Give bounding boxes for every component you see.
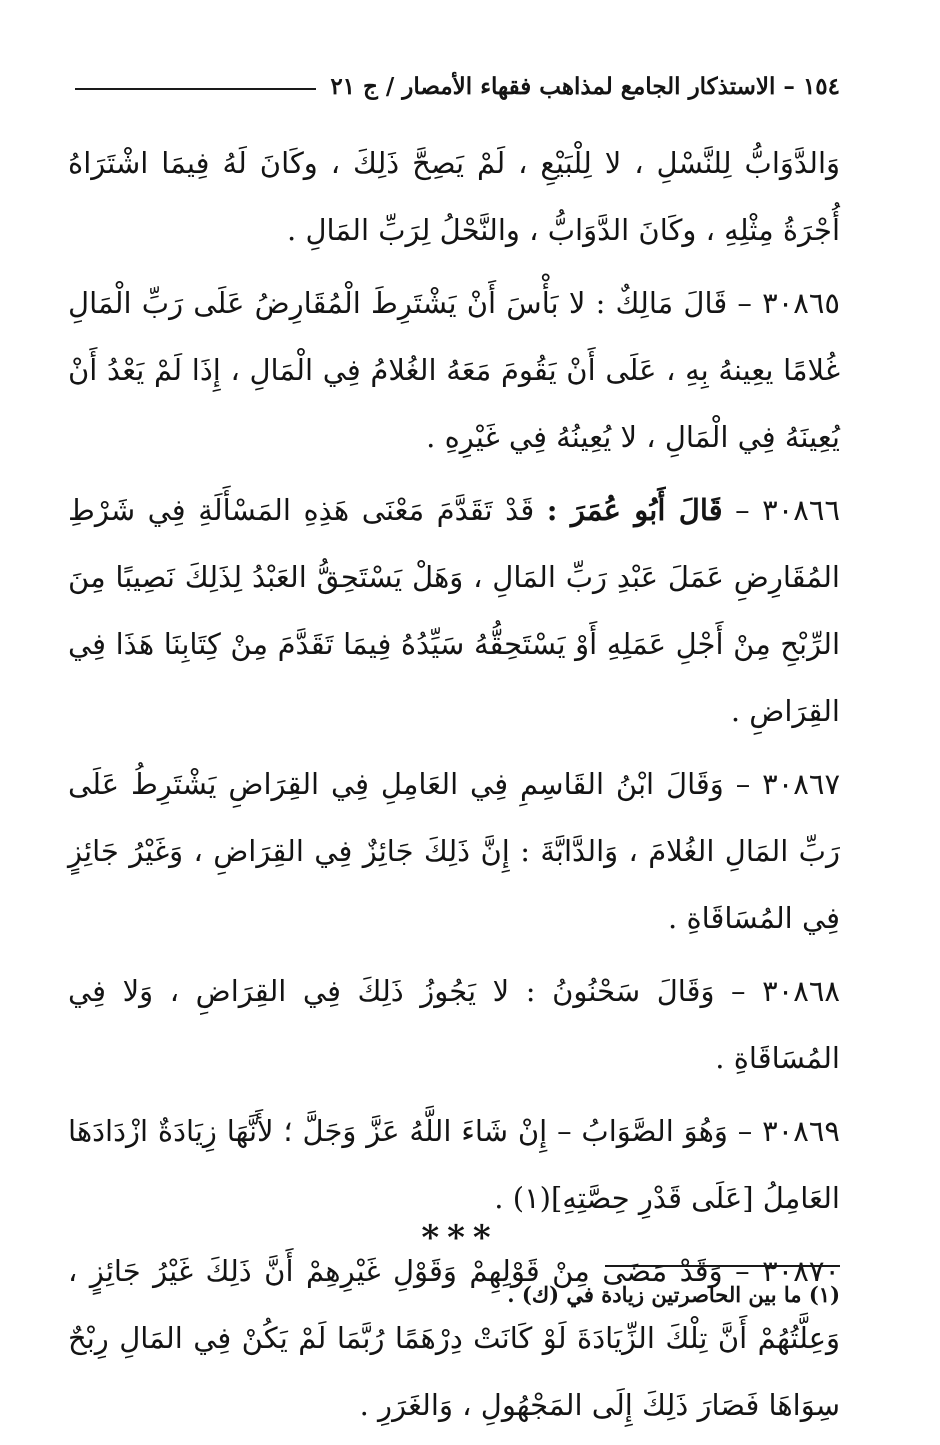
header-rule [75,88,316,90]
paragraph-30870 [68,1238,840,1439]
section-separator: *** [421,1218,499,1258]
paragraph-text: وَالدَّوَابُّ لِلنَّسْلِ ، لا لِلْبَيْعِ ، لَمْ يَصِحَّ ذَلِكَ ، وكَانَ لَهُ فِيمَا اشْتَرَاهُ أُجْرَةُ مِثْلِهِ ، وكَانَ الدَّوَابُّ ، والنَّحْلُ لِرَبِّ المَالِ . [68,146,840,247]
paragraph-number: ٣٠٨٦٨ – [731,974,841,1008]
footnote-rule [605,1265,840,1267]
paragraph-number: ٣٠٨٦٥ – [737,286,841,320]
header-title: ١٥٤ – الاستذكار الجامع لمذاهب فقهاء الأمصار / ج ٢١ [330,72,840,100]
paragraph-30869 [68,1098,840,1232]
paragraph-number: ٣٠٨٦٩ – [737,1114,840,1148]
paragraph-continuation [68,130,840,264]
paragraph-speaker: قَالَ أَبُو عُمَرَ : [546,493,723,527]
paragraph-30866 [68,477,840,745]
paragraph-text: قَدْ تَقَدَّمَ مَعْنَى هَذِهِ المَسْأَلَةِ فِي شَرْطِ المُقَارِضِ عَمَلَ عَبْدِ رَبِّ المَالِ ، وَهَلْ يَسْتَحِقُّ العَبْدُ لِذَلِكَ نَصِيبًا مِنَ الرِّبْحِ مِنْ أَجْلِ عَمَلِهِ أَوْ يَسْتَحِقُّهُ سَيِّدُهُ فِيمَا تَقَدَّمَ مِنْ كِتَابِنَا هَذَا فِي القِرَاضِ . [68,493,840,728]
paragraph-text: وَقَدْ مَضَى مِنْ قَوْلِهِمْ وَقَوْلِ غَيْرِهِمْ أَنَّ ذَلِكَ غَيْرُ جَائِزٍ ، وَعِلَّتُهُمْ أَنَّ تِلْكَ الزِّيَادَةَ لَوْ كَانَتْ دِرْهَمًا رُبَّمَا لَمْ يَكُنْ فِي المَالِ رِبْحٌ سِوَاهَا فَصَارَ ذَلِكَ إِلَى المَجْهُولِ ، وَالغَرَرِ . [68,1254,840,1422]
footnote: (١) ما بين الحاصرتين زيادة في (ك) . [507,1282,840,1307]
running-header [75,66,840,106]
paragraph-30867 [68,751,840,952]
paragraph-text: وَقَالَ ابْنُ القَاسِمِ فِي العَامِلِ فِي القِرَاضِ يَشْتَرِطُ عَلَى رَبِّ المَالِ الغُلامَ ، وَالدَّابَّةَ : إِنَّ ذَلِكَ جَائِزٌ فِي القِرَاضِ ، وَغَيْرُ جَائِزٍ فِي المُسَاقَاةِ . [68,767,840,935]
paragraph-number: ٣٠٨٦٧ – [735,767,841,801]
paragraph-number: ٣٠٨٧٠ – [735,1254,840,1288]
paragraph-text: وَهُوَ الصَّوَابُ – إِنْ شَاءَ اللَّهُ عَزَّ وَجَلَّ ؛ لأَنَّهَا زِيَادَةٌ ازْدَادَهَا العَامِلُ [عَلَى قَدْرِ حِصَّتِهِ](١) . [68,1114,840,1215]
paragraph-text: قَالَ مَالِكٌ : لا بَأْسَ أَنْ يَشْتَرِطَ الْمُقَارِضُ عَلَى رَبِّ الْمَالِ غُلامًا يعِينهُ بِهِ ، عَلَى أَنْ يَقُومَ مَعَهُ الغُلامُ فِي الْمَالِ ، إِذَا لَمْ يَعْدُ أَنْ يُعِينَهُ فِي الْمَالِ ، لا يُعِينُهُ فِي غَيْرِهِ . [68,286,840,454]
paragraph-text: وَقَالَ سَحْنُونُ : لا يَجُوزُ ذَلِكَ فِي القِرَاضِ ، وَلا فِي المُسَاقَاةِ . [68,974,840,1075]
paragraph-30865 [68,270,840,471]
paragraph-30868 [68,958,840,1092]
paragraph-number: ٣٠٨٦٦ – [735,493,841,527]
